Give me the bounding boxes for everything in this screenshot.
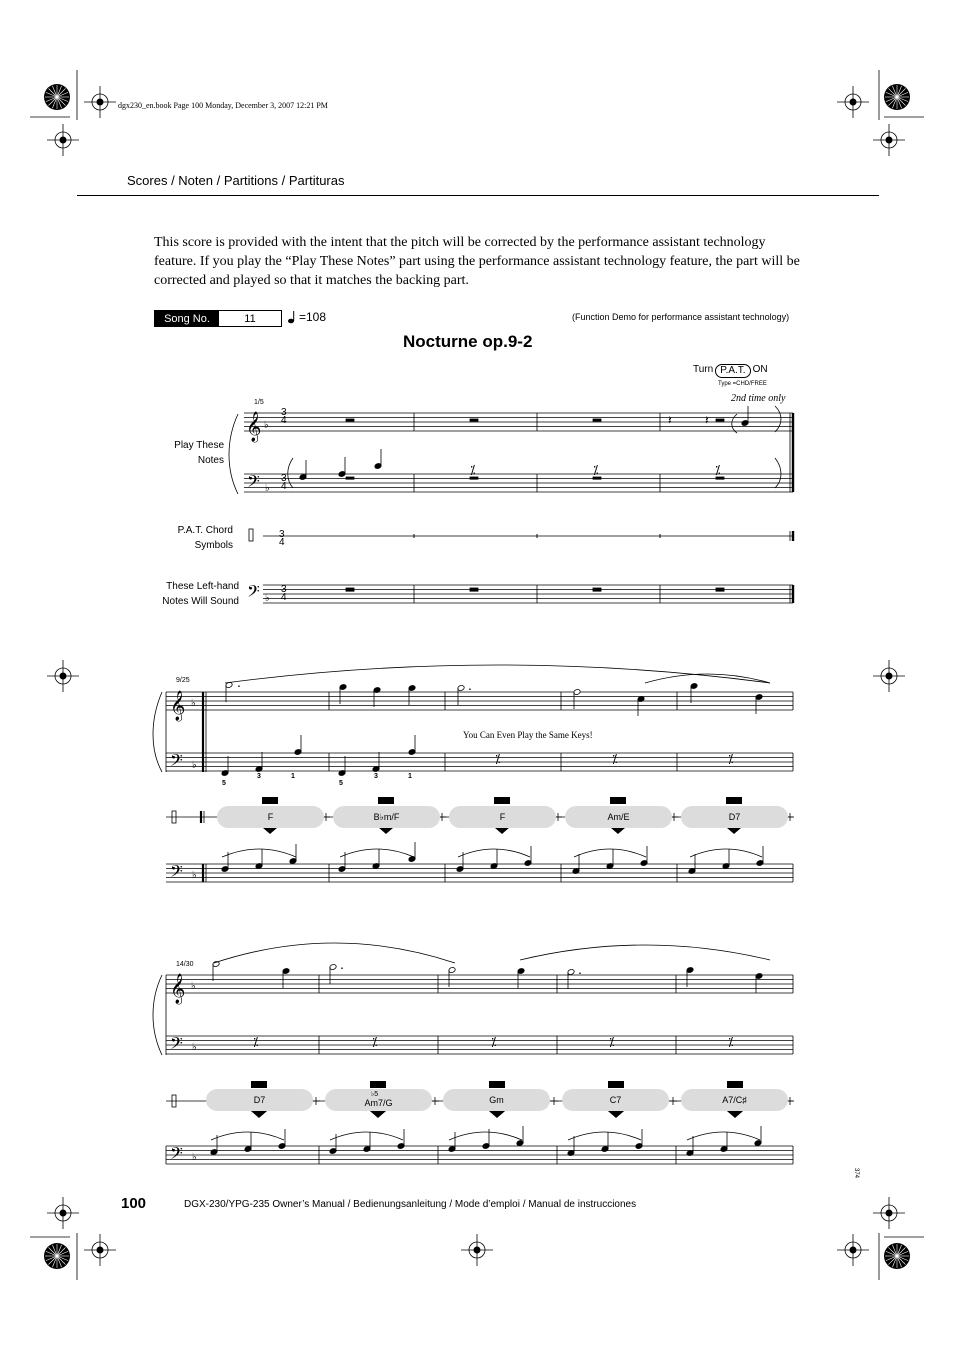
repeat-sign: ⁒ (728, 1035, 734, 1049)
time-sig: 4 (281, 415, 287, 426)
pat-turn-text: Turn (693, 364, 714, 375)
registration-mark (850, 99, 857, 106)
registration-mark (97, 99, 104, 106)
bass-clef-icon: 𝄢 (247, 473, 260, 495)
function-demo-note: (Function Demo for performance assistant technology) (572, 312, 790, 322)
slur (690, 849, 762, 857)
treble-clef-icon: 𝄞 (170, 973, 186, 1003)
slur (330, 1132, 403, 1140)
bass-clef-icon: 𝄢 (170, 1145, 183, 1167)
file-info-line: dgx230_en.book Page 100 Monday, December 3, 2007 12:21 PM (118, 101, 328, 110)
side-code: 374 (853, 1168, 859, 1179)
half-rest (593, 477, 601, 479)
flat-sign: ♭ (192, 1042, 197, 1053)
pat-type-text: Type =CHD/FREE (718, 381, 767, 387)
flat-sign: ♭ (192, 760, 197, 771)
down-arrow-icon (726, 797, 742, 804)
repeat-sign: ⁒ (593, 463, 599, 477)
down-arrow-icon (489, 1081, 505, 1088)
slur (288, 458, 293, 488)
left-hand-notes-label: These Left-hand Notes Will Sound (162, 581, 239, 607)
same-keys-annotation: You Can Even Play the Same Keys! (463, 730, 593, 740)
slur (574, 849, 646, 857)
slur (458, 849, 530, 857)
half-rest (593, 419, 601, 421)
time-sig: 3 (281, 407, 287, 418)
chord-symbol: B♭m/F (333, 806, 440, 828)
repeat-sign: ⁒ (612, 752, 618, 766)
repeat-sign: ⁒ (253, 1035, 259, 1049)
section-title: Scores / Noten / Partitions / Partituras (127, 173, 345, 188)
tempo-value: =108 (299, 310, 327, 324)
pat-button-icon: P.A.T. (715, 364, 750, 378)
time-sig: 4 (281, 592, 287, 603)
intro-paragraph: This score is provided with the intent that the pitch will be corrected by the performance assistant technology feature. If you play the “Play These Notes” part using the performance assistant technology feature, the part will be corrected and played so that it matches the backing part. (154, 235, 800, 288)
half-rest (470, 419, 478, 421)
fingering-2: 3 (257, 773, 261, 780)
dot: . (578, 961, 582, 977)
fingering-6: 1 (408, 773, 412, 780)
chord-symbol: D7 (206, 1089, 313, 1111)
half-rest (593, 588, 601, 590)
pat-chord-symbols-label: P.A.T. Chord Symbols (177, 525, 233, 551)
half-rest (716, 477, 724, 479)
treble-clef-icon: 𝄞 (246, 411, 262, 441)
slur (568, 1132, 641, 1140)
registration-mark (60, 137, 67, 144)
fingering-5: 3 (374, 773, 378, 780)
slur (222, 849, 296, 857)
chord-symbol: A7/C♯ (681, 1089, 788, 1111)
down-arrow-icon (610, 797, 626, 804)
down-arrow-icon (608, 1081, 624, 1088)
time-sig: 4 (279, 537, 285, 548)
pat-on-text: ON (752, 364, 768, 375)
chord-symbol: Am7/G (325, 1089, 432, 1111)
repeat-sign: ⁒ (372, 1035, 378, 1049)
half-rest (716, 588, 724, 590)
dot: . (340, 956, 344, 972)
time-sig: 4 (281, 481, 287, 492)
down-arrow-icon (262, 797, 278, 804)
bass-clef-icon: 𝄢 (170, 752, 183, 774)
measure-label-3: 14/30 (176, 961, 194, 968)
half-rest (346, 477, 354, 479)
neutral-clef-icon (249, 529, 253, 541)
bass-clef-icon: 𝄢 (247, 583, 260, 605)
measure-label-2: 9/25 (176, 677, 190, 684)
time-sig: 3 (279, 529, 285, 540)
brace (153, 692, 162, 772)
repeat-sign: ⁒ (715, 463, 721, 477)
chord-symbol: D7 (681, 806, 788, 828)
slur (520, 945, 770, 960)
chord-symbol: F (217, 806, 324, 828)
slur (732, 414, 737, 433)
repeat-sign: ⁒ (609, 1035, 615, 1049)
half-rest (470, 477, 478, 479)
down-arrow-icon (251, 1081, 267, 1088)
time-sig: 3 (281, 473, 287, 484)
registration-mark (886, 1210, 893, 1217)
repeat-sign: ⁒ (470, 463, 476, 477)
registration-mark (60, 673, 67, 680)
slur (775, 458, 781, 488)
flat-sign: ♭ (192, 1152, 197, 1163)
fingering-3: 1 (291, 773, 295, 780)
song-number-value: 11 (244, 312, 256, 325)
flat-sign: ♭ (265, 593, 270, 604)
registration-mark (886, 673, 893, 680)
measure-label-1: 1/5 (254, 399, 264, 406)
chord-symbol: C7 (562, 1089, 669, 1111)
brace (153, 975, 162, 1055)
repeat-sign: ⁒ (728, 752, 734, 766)
slur (687, 1132, 760, 1140)
slur (449, 1132, 522, 1140)
flat-sign: ♭ (191, 981, 196, 992)
slur (211, 1132, 284, 1140)
play-these-notes-label: Play These Notes (174, 440, 224, 466)
chord-flat-five: ♭5 (371, 1091, 379, 1098)
repeat-sign: ⁒ (495, 752, 501, 766)
half-rest (346, 588, 354, 590)
chord-symbol: F (449, 806, 556, 828)
second-time-only: 2nd time only (731, 393, 786, 404)
flat-sign: ♭ (191, 698, 196, 709)
registration-mark (850, 1247, 857, 1254)
slur (225, 665, 770, 683)
page-number: 100 (121, 1195, 147, 1212)
registration-mark (886, 137, 893, 144)
slur (214, 943, 455, 963)
piece-title: Nocturne op.9-2 (403, 332, 533, 351)
registration-mark (474, 1247, 481, 1254)
fingering-4: 5 (339, 780, 343, 787)
manual-title: DGX-230/YPG-235 Owner’s Manual / Bedienungsanleitung / Mode d’emploi / Manual de instrucciones (184, 1199, 637, 1210)
flat-sign: ♭ (265, 483, 270, 494)
chord-symbol: Gm (443, 1089, 550, 1111)
down-arrow-icon (727, 1081, 743, 1088)
repeat-sign: ⁒ (491, 1035, 497, 1049)
time-sig: 3 (281, 584, 287, 595)
half-rest (346, 419, 354, 421)
slur (775, 406, 781, 432)
slur (340, 849, 414, 857)
registration-mark (60, 1210, 67, 1217)
song-number-label: Song No. (155, 311, 219, 326)
quarter-rest: 𝄽 (668, 413, 672, 427)
bass-clef-icon: 𝄢 (170, 863, 183, 885)
flat-sign: ♭ (264, 420, 269, 431)
down-arrow-icon (378, 797, 394, 804)
bass-clef-icon: 𝄢 (170, 1035, 183, 1057)
half-rest (470, 588, 478, 590)
dot: . (237, 674, 241, 690)
fingering-1: 5 (222, 780, 226, 787)
down-arrow-icon (494, 797, 510, 804)
quarter-rest: 𝄽 (705, 413, 709, 427)
brace (229, 414, 238, 494)
registration-mark (97, 1247, 104, 1254)
chord-symbol: Am/E (565, 806, 672, 828)
down-arrow-icon (370, 1081, 386, 1088)
flat-sign: ♭ (192, 870, 197, 881)
treble-clef-icon: 𝄞 (170, 690, 186, 720)
dot: . (468, 677, 472, 693)
half-rest (716, 419, 724, 421)
